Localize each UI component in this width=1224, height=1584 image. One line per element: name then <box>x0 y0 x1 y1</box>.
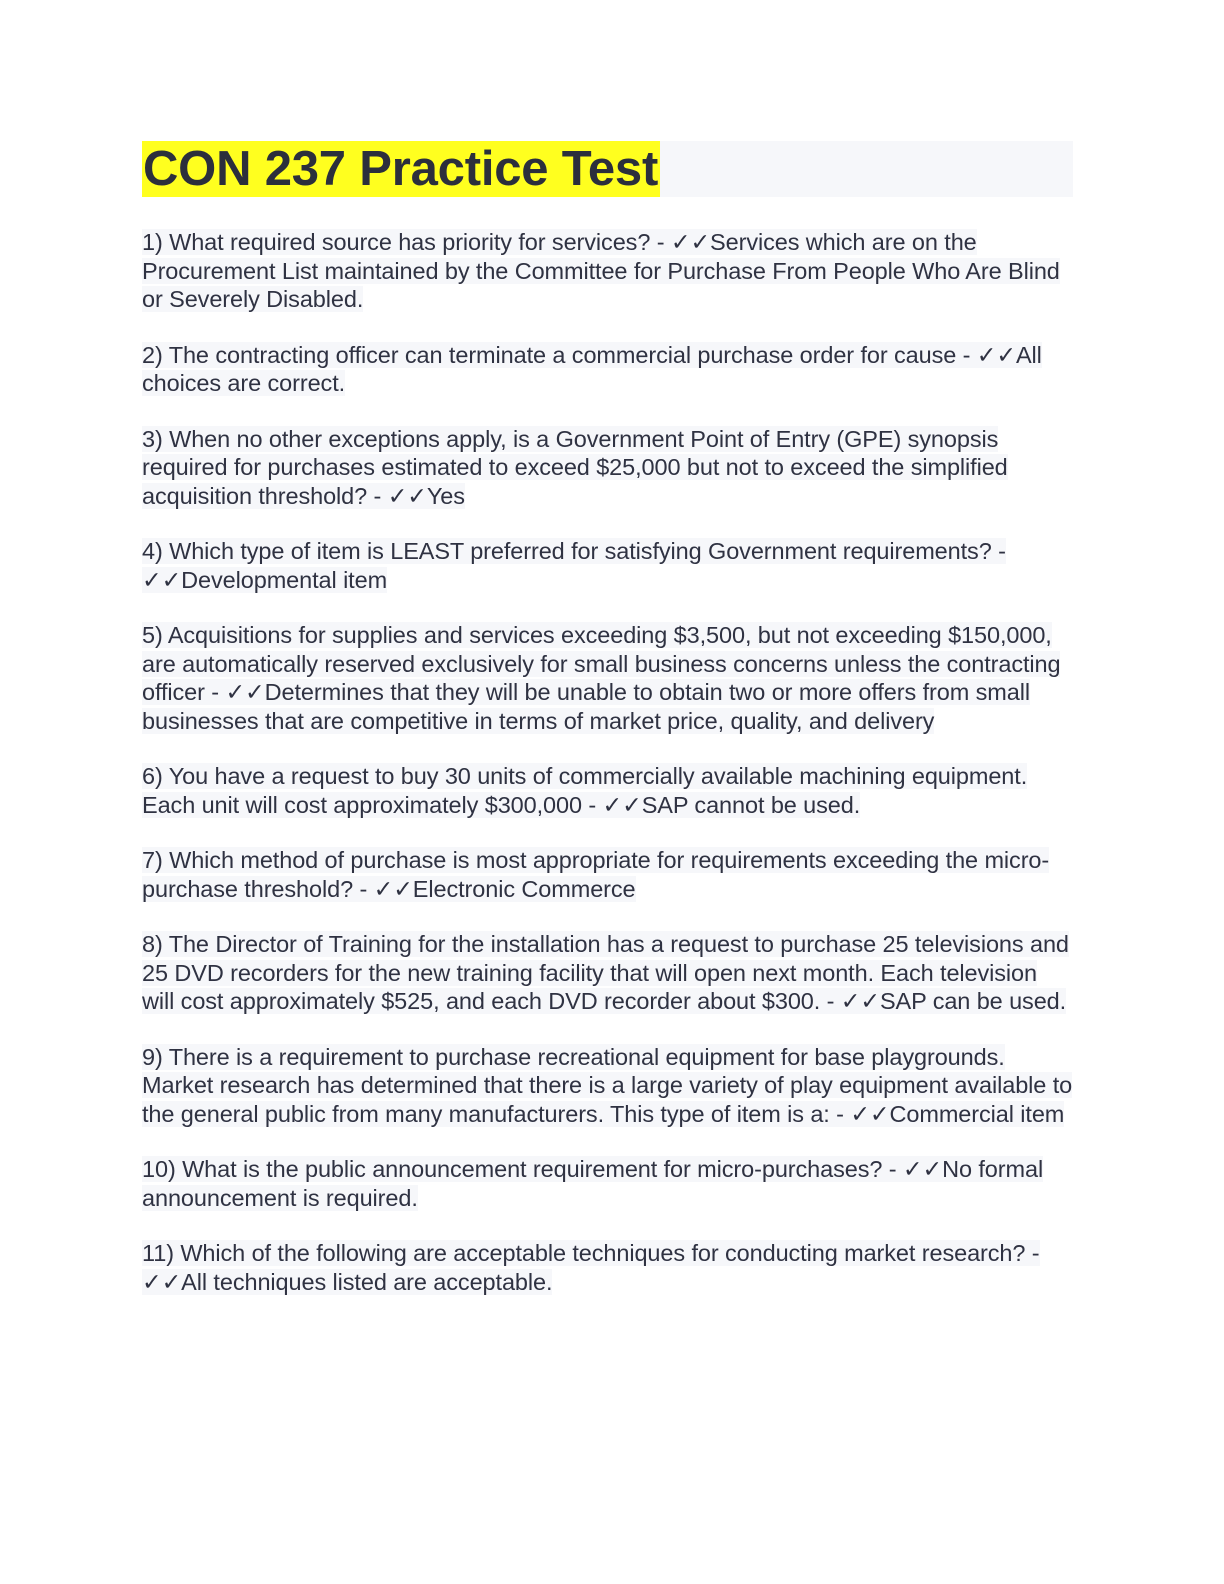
question-text: 7) Which method of purchase is most appropriate for requirements exceeding the micro-purchase threshold? - ✓✓Electronic Commerce <box>142 847 1050 902</box>
question-text: 3) When no other exceptions apply, is a Government Point of Entry (GPE) synopsis required for purchases estimated to exceed $25,000 but not to exceed the simplified acquisition threshold? - ✓✓Yes <box>142 425 1008 509</box>
question-text: 5) Acquisitions for supplies and services exceeding $3,500, but not exceeding $150,000, are automatically reserved exclusively for small business concerns unless the contracting officer - ✓✓Determines that they will be unable to obtain two or more offers from small businesses that are competitive in terms of market price, quality, and delivery <box>142 622 1061 734</box>
question-item-2 <box>142 341 1073 398</box>
question-text: 6) You have a request to buy 30 units of commercially available machining equipment. Each unit will cost approximately $300,000 - ✓✓SAP cannot be used. <box>142 763 1028 818</box>
question-item-10 <box>142 1155 1073 1212</box>
question-item-7 <box>142 846 1073 903</box>
question-item-4 <box>142 537 1073 594</box>
question-item-3 <box>142 425 1073 511</box>
question-text: 2) The contracting officer can terminate a commercial purchase order for cause - ✓✓All choices are correct. <box>142 341 1042 396</box>
question-text: 8) The Director of Training for the installation has a request to purchase 25 televisions and 25 DVD recorders for the new training facility that will open next month. Each television will cost approximately $525, and each DVD recorder about $300. - ✓✓SAP can be used. <box>142 931 1069 1014</box>
question-item-6 <box>142 762 1073 819</box>
question-item-1 <box>142 228 1073 314</box>
question-item-8 <box>142 930 1073 1016</box>
question-text: 1) What required source has priority for services? - ✓✓Services which are on the Procurement List maintained by the Committee for Purchase From People Who Are Blind or Severely Disabled. <box>142 229 1060 312</box>
question-item-11 <box>142 1239 1073 1296</box>
question-item-9 <box>142 1043 1073 1129</box>
question-text: 4) Which type of item is LEAST preferred for satisfying Government requirements? - ✓✓Developmental item <box>142 538 1006 593</box>
question-text: 11) Which of the following are acceptable techniques for conducting market research? - ✓✓All techniques listed are acceptable. <box>142 1240 1040 1295</box>
question-item-5 <box>142 621 1073 735</box>
question-list <box>142 228 1073 1296</box>
title-bar <box>142 141 1073 197</box>
page-title: CON 237 Practice Test <box>143 142 659 196</box>
document-page <box>142 141 1073 1323</box>
question-text: 10) What is the public announcement requirement for micro-purchases? - ✓✓No formal announcement is required. <box>142 1156 1044 1211</box>
question-text: 9) There is a requirement to purchase recreational equipment for base playgrounds. Market research has determined that there is a large variety of play equipment available to the general public from many manufacturers. This type of item is a: - ✓✓Commercial item <box>142 1043 1073 1127</box>
